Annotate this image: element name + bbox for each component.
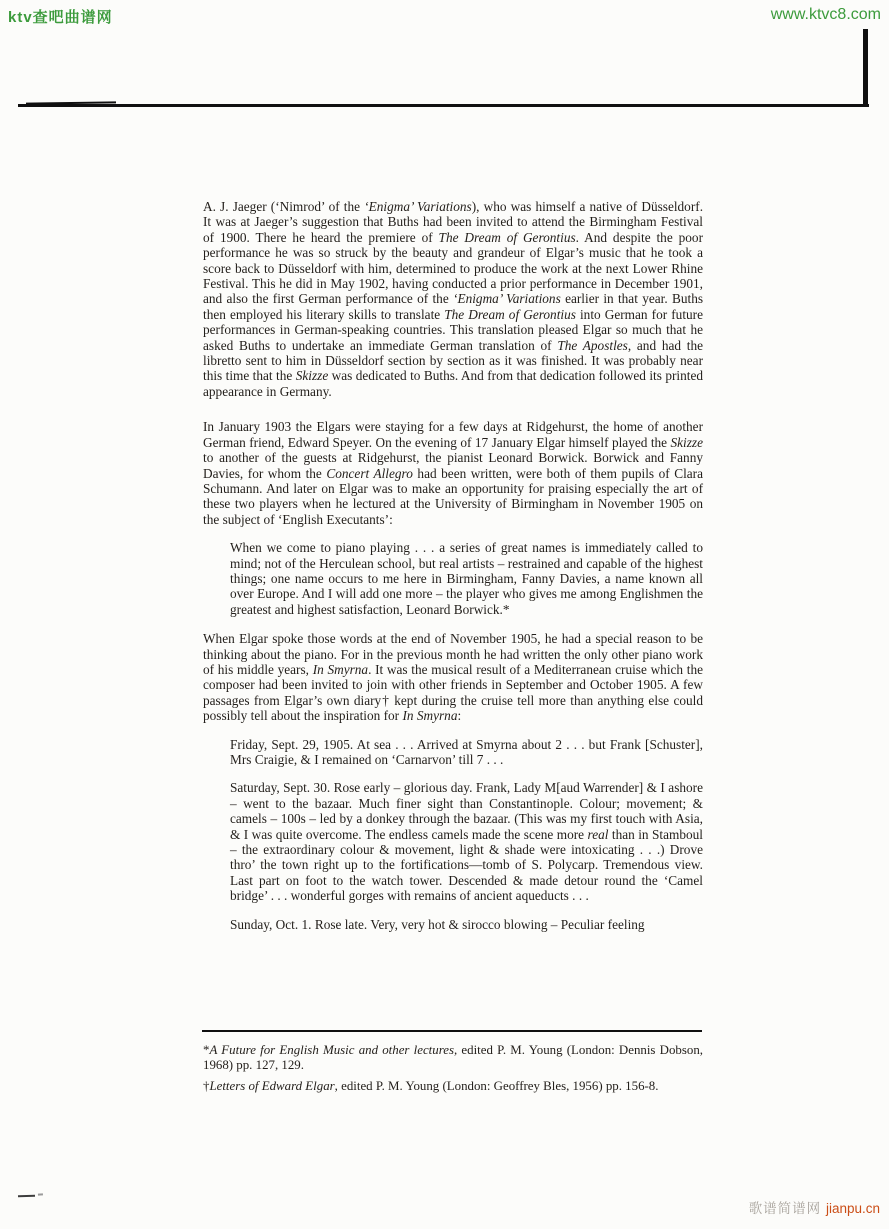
text-column	[203, 199, 703, 932]
body-paragraph: When Elgar spoke those words at the end of November 1905, he had a special reason to be thinking about the piano. For in the previous month he had written the only other piano work of his middle years, In Smyrna. It was the musical result of a Mediterranean cruise which the composer had been invited to join with other friends in September and October 1905. A few passages from Elgar’s own diary† kept during the cruise tell more than anything else could possibly tell about the inspiration for In Smyrna:	[203, 631, 704, 724]
watermark-bottom-right	[749, 1197, 880, 1217]
body-paragraph: A. J. Jaeger (‘Nimrod’ of the ‘Enigma’ Variations), who was himself a native of Düsseldorf. It was at Jaeger’s suggestion that Buths had been invited to attend the Birmingham Festival of 1900. There he heard the premiere of The Dream of Gerontius. And despite the poor performance he was so struck by the beauty and grandeur of Elgar’s music that he took a score back to Düsseldorf with him, determined to produce the work at the next Lower Rhine Festival. This he did in May 1902, having conducted a prior performance in December 1901, and also the first German performance of the ‘Enigma’ Variations earlier in that year. Buths then employed his literary skills to translate The Dream of Gerontius into German for future performances in German-speaking countries. This translation pleased Elgar so much that he asked Buths to undertake an immediate German translation of The Apostles, and had the libretto sent to him in Düsseldorf section by section as it was finished. It was probably near this time that the Skizze was dedicated to Buths. And from that dedication followed its printed appearance in Germany.	[203, 199, 704, 399]
footnote: †Letters of Edward Elgar, edited P. M. Young (London: Geoffrey Bles, 1956) pp. 156-8.	[203, 1078, 659, 1093]
footnote: *A Future for English Music and other lectures, edited P. M. Young (London: Dennis Dobson, 1968) pp. 127, 129.	[203, 1043, 703, 1072]
watermark-bottom-site-name: 歌谱简谱网	[748, 1201, 826, 1216]
scan-border-horizontal-line	[18, 104, 869, 107]
body-paragraph: In January 1903 the Elgars were staying for a few days at Ridgehurst, the home of another German friend, Edward Speyer. On the evening of 17 January Elgar himself played the Skizze to another of the guests at Ridgehurst, the pianist Leonard Borwick. Borwick and Fanny Davies, for whom the Concert Allegro had been written, were both of them pupils of Clara Schumann. And later on Elgar was to make an opportunity for praising especially the art of these two players when he lectured at the University of Birmingham in November 1905 on the subject of ‘English Executants’:	[203, 419, 703, 527]
block-quote: Friday, Sept. 29, 1905. At sea . . . Arrived at Smyrna about 2 . . . but Frank [Schuster], Mrs Craigie, & I remained on ‘Carnarvon’ till 7 . . .	[230, 736, 703, 767]
scan-border-vertical-line	[863, 29, 868, 107]
block-quote: Saturday, Sept. 30. Rose early – glorious day. Frank, Lady M[aud Warrender] & I ashore – went to the bazaar. Much finer sight than Constantinople. Colour; movement; & camels – 100s – led by a donkey through the bazaar. (This was my first touch with Asia, & I was quite overcome. The endless camels made the scene more real than in Stamboul – the extraordinary colour & movement, light & shade were intoxicating . . .) Drove thro’ the town right up to the fortifications—tomb of S. Polycarp. Tremendous view. Last part on foot to the watch tower. Descended & made detour round the ‘Camel bridge’ . . . wonderful gorges with remains of ancient aqueducts . . .	[230, 780, 703, 904]
watermark-bottom-site-url: jianpu.cn	[825, 1201, 880, 1216]
block-quote: When we come to piano playing . . . a series of great names is immediately called to mind; not of the Herculean school, but real artists – restrained and capable of the highest things; one name occurs to me here in Birmingham, Fanny Davies, a name known all over Europe. And I will add one more – the player who gives me among Englishmen the greatest and highest satisfaction, Leonard Borwick.*	[230, 540, 703, 617]
block-quote: Sunday, Oct. 1. Rose late. Very, very hot & sirocco blowing – Peculiar feeling	[230, 916, 645, 932]
footnotes	[203, 1043, 703, 1099]
footnote-divider-rule	[202, 1030, 702, 1032]
watermark-site-url-top-right: www.ktvc8.com	[770, 6, 881, 23]
watermark-site-name-top-left: ktv查吧曲谱网	[8, 9, 113, 26]
scan-artifact-dash	[18, 1195, 35, 1198]
